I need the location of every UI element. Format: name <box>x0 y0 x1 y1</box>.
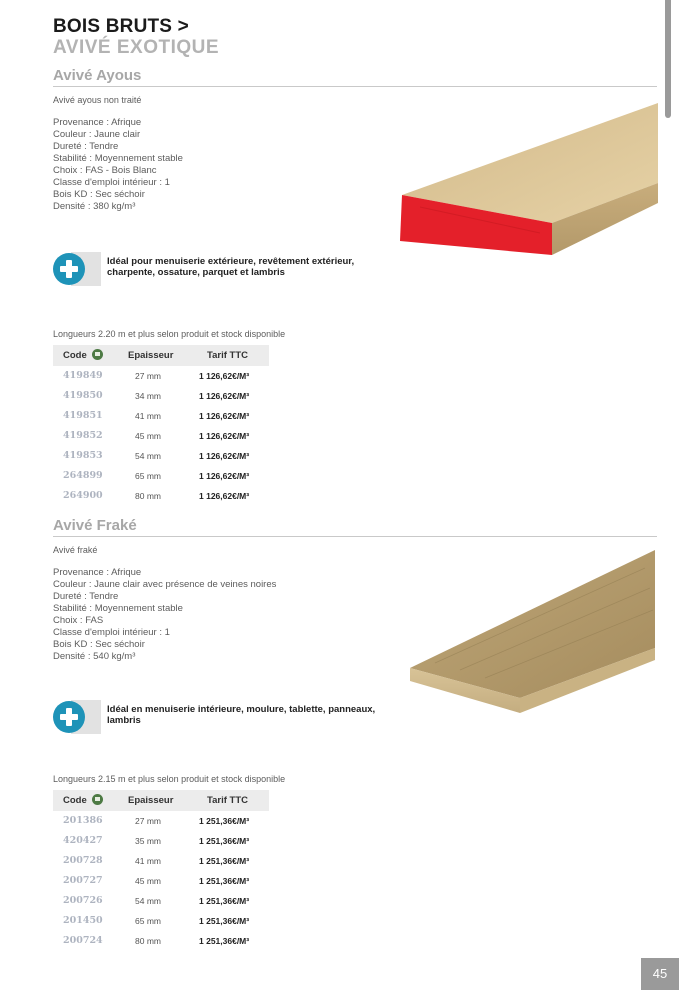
product-code: 419851 <box>63 410 103 421</box>
product-code: 201450 <box>63 915 103 926</box>
price: 1 126,62€/M³ <box>199 371 250 381</box>
property-line: Bois KD : Sec séchoir <box>53 639 145 650</box>
product-code: 200726 <box>63 895 103 906</box>
table-row <box>53 831 269 851</box>
frake-plank-image <box>405 548 665 720</box>
product-code: 200727 <box>63 875 103 886</box>
table-header <box>53 345 269 366</box>
table-row <box>53 406 269 426</box>
price: 1 251,36€/M³ <box>199 856 250 866</box>
product-code: 201386 <box>63 815 103 826</box>
property-line: Bois KD : Sec séchoir <box>53 189 145 200</box>
product-code: 420427 <box>63 835 103 846</box>
table-row <box>53 911 269 931</box>
price-table-ayous <box>53 345 269 506</box>
usage-tip <box>53 252 383 286</box>
thickness: 80 mm <box>135 936 161 946</box>
thickness: 35 mm <box>135 836 161 846</box>
product-code: 419853 <box>63 450 103 461</box>
table-row <box>53 366 269 386</box>
stock-box-icon <box>92 794 103 805</box>
header-epaisseur: Epaisseur <box>128 350 174 361</box>
category-title: BOIS BRUTS > <box>53 16 189 37</box>
property-line: Couleur : Jaune clair avec présence de veines noires <box>53 579 277 590</box>
property-line: Choix : FAS - Bois Blanc <box>53 165 157 176</box>
thickness: 45 mm <box>135 876 161 886</box>
table-row <box>53 851 269 871</box>
product-code: 200724 <box>63 935 103 946</box>
lengths-note: Longueurs 2.20 m et plus selon produit et stock disponible <box>53 329 286 339</box>
table-row <box>53 446 269 466</box>
property-line: Choix : FAS <box>53 615 104 626</box>
product-title: Avivé Ayous <box>53 67 657 87</box>
property-line: Stabilité : Moyennement stable <box>53 153 183 164</box>
property-line: Couleur : Jaune clair <box>53 129 141 140</box>
table-row <box>53 891 269 911</box>
property-line: Provenance : Afrique <box>53 117 142 128</box>
usage-tip <box>53 700 383 734</box>
product-code: 419852 <box>63 430 103 441</box>
price: 1 126,62€/M³ <box>199 471 250 481</box>
thickness: 65 mm <box>135 916 161 926</box>
table-row <box>53 466 269 486</box>
table-row <box>53 811 269 831</box>
product-code: 419849 <box>63 370 103 381</box>
product-code: 264900 <box>63 490 103 501</box>
price: 1 251,36€/M³ <box>199 816 250 826</box>
price: 1 126,62€/M³ <box>199 491 250 501</box>
header-epaisseur: Epaisseur <box>128 795 174 806</box>
subcategory-title: AVIVÉ EXOTIQUE <box>53 37 220 58</box>
thickness: 54 mm <box>135 451 161 461</box>
price: 1 251,36€/M³ <box>199 896 250 906</box>
ayous-plank-image <box>380 95 670 265</box>
thickness: 45 mm <box>135 431 161 441</box>
property-line: Provenance : Afrique <box>53 567 142 578</box>
price: 1 126,62€/M³ <box>199 431 250 441</box>
table-row <box>53 931 269 951</box>
price: 1 251,36€/M³ <box>199 936 250 946</box>
property-line: Densité : 380 kg/m³ <box>53 201 136 212</box>
property-line: Stabilité : Moyennement stable <box>53 603 183 614</box>
product-code: 419850 <box>63 390 103 401</box>
product-description: Avivé ayous non traité <box>53 95 142 105</box>
property-line: Dureté : Tendre <box>53 591 119 602</box>
thickness: 41 mm <box>135 856 161 866</box>
price: 1 126,62€/M³ <box>199 451 250 461</box>
lengths-note: Longueurs 2.15 m et plus selon produit et stock disponible <box>53 774 286 784</box>
product-title: Avivé Fraké <box>53 517 657 537</box>
price: 1 251,36€/M³ <box>199 836 250 846</box>
plus-icon <box>53 253 85 285</box>
usage-tip-text: Idéal pour menuiserie extérieure, revêtement extérieur, charpente, ossature, parquet et lambris <box>107 256 355 278</box>
header-tarif: Tarif TTC <box>207 350 248 361</box>
property-line: Densité : 540 kg/m³ <box>53 651 136 662</box>
thickness: 27 mm <box>135 816 161 826</box>
page-number: 45 <box>641 958 679 990</box>
thickness: 80 mm <box>135 491 161 501</box>
table-row <box>53 426 269 446</box>
table-header <box>53 790 269 811</box>
product-code: 264899 <box>63 470 103 481</box>
thickness: 54 mm <box>135 896 161 906</box>
thickness: 27 mm <box>135 371 161 381</box>
plus-icon <box>53 701 85 733</box>
usage-tip-text: Idéal en menuiserie intérieure, moulure, tablette, panneaux, lambris <box>107 704 376 726</box>
header-code: Code <box>63 795 87 806</box>
table-row <box>53 486 269 506</box>
thickness: 41 mm <box>135 411 161 421</box>
product-code: 200728 <box>63 855 103 866</box>
property-line: Classe d'emploi intérieur : 1 <box>53 177 170 188</box>
property-line: Dureté : Tendre <box>53 141 119 152</box>
product-description: Avivé fraké <box>53 545 98 555</box>
table-row <box>53 386 269 406</box>
header-tarif: Tarif TTC <box>207 795 248 806</box>
thickness: 65 mm <box>135 471 161 481</box>
table-row <box>53 871 269 891</box>
stock-box-icon <box>92 349 103 360</box>
price: 1 126,62€/M³ <box>199 411 250 421</box>
property-line: Classe d'emploi intérieur : 1 <box>53 627 170 638</box>
price: 1 251,36€/M³ <box>199 876 250 886</box>
header-code: Code <box>63 350 87 361</box>
price: 1 126,62€/M³ <box>199 391 250 401</box>
price: 1 251,36€/M³ <box>199 916 250 926</box>
thickness: 34 mm <box>135 391 161 401</box>
price-table-frake <box>53 790 269 951</box>
